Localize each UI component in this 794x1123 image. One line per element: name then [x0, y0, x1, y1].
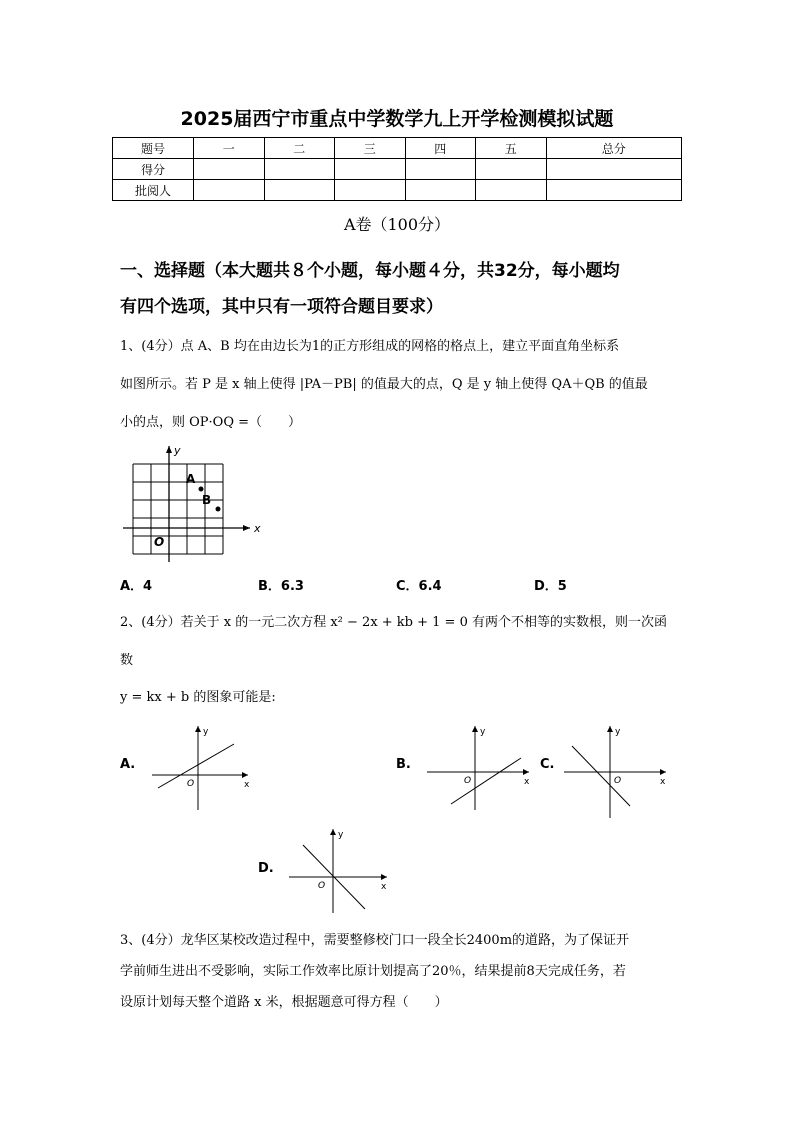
header-cell: 三 [335, 138, 406, 159]
graph-a-x: x [244, 780, 250, 790]
header-cell: 题号 [113, 138, 194, 159]
x-label: x [254, 522, 261, 535]
section-heading-line2: 有四个选项，其中只有一项符合题目要求） [120, 297, 443, 317]
score-table [112, 137, 682, 201]
empty-cell [405, 180, 476, 201]
graph-d-o: O [318, 881, 326, 891]
graph-c-o: O [614, 776, 622, 786]
q2-choice-b[interactable]: B. [396, 757, 411, 772]
q2-graph-b [425, 722, 535, 812]
graph-a-y: y [203, 727, 209, 737]
section-heading-line1: 一、选择题（本大题共８个小题，每小题４分，共32分，每小题均 [120, 261, 620, 281]
q1-choice-a[interactable]: A．4 [120, 579, 153, 594]
graph-b-o: O [464, 776, 472, 786]
empty-cell [194, 159, 265, 180]
empty-cell [405, 159, 476, 180]
empty-cell [335, 159, 406, 180]
empty-cell [476, 180, 547, 201]
q2-choice-d[interactable]: D. [258, 861, 274, 876]
graph-b-x: x [524, 777, 530, 787]
score-row [113, 159, 682, 180]
q2-line2: 数 [120, 653, 134, 668]
q1-grid-figure [118, 442, 268, 567]
point-b [216, 507, 221, 512]
q2-graph-c [562, 722, 672, 822]
row-label: 批阅人 [113, 180, 194, 201]
empty-cell [264, 180, 335, 201]
reviewer-row [113, 180, 682, 201]
empty-cell [546, 180, 682, 201]
graph-d-x: x [381, 882, 387, 892]
q3-line1: 3、(4分）龙华区某校改造过程中，需要整修校门口一段全长2400m的道路，为了保证开 [120, 933, 630, 948]
q1-line2: 如图所示。若 P 是 x 轴上使得 |PA－PB| 的值最大的点，Q 是 y 轴上使得 QA＋QB 的值最 [120, 377, 648, 392]
paper-part-label: A卷（100分） [343, 215, 451, 234]
row-label: 得分 [113, 159, 194, 180]
q1-line3: 小的点，则 OP·OQ =（ ） [120, 415, 302, 430]
q2-graph-d [285, 825, 395, 915]
empty-cell [546, 159, 682, 180]
empty-cell [476, 159, 547, 180]
y-label: y [174, 444, 181, 457]
empty-cell [194, 180, 265, 201]
q2-choice-a[interactable]: A. [120, 757, 136, 772]
q2-line1: 2、(4分）若关于 x 的一元二次方程 x² − 2x + kb + 1 = 0 有两个不相等的实数根，则一次函 [120, 615, 667, 630]
score-table-header-row [113, 138, 682, 159]
q1-line1: 1、(4分）点 A、B 均在由边长为1的正方形组成的网格的格点上，建立平面直角坐标系 [120, 339, 620, 354]
q2-line3: y = kx + b 的图象可能是: [120, 690, 276, 705]
q2-choice-c[interactable]: C. [540, 757, 555, 772]
empty-cell [264, 159, 335, 180]
empty-cell [335, 180, 406, 201]
graph-c-y: y [615, 727, 621, 737]
q2-graph-a [150, 722, 255, 812]
q1-choice-c[interactable]: C．6.4 [396, 579, 442, 594]
label-o: O [154, 535, 165, 549]
q3-line2: 学前师生进出不受影响，实际工作效率比原计划提高了20％，结果提前8天完成任务，若 [120, 964, 626, 979]
graph-d-y: y [338, 830, 344, 840]
graph-a-o: O [187, 779, 195, 789]
q1-choice-d[interactable]: D．5 [534, 579, 567, 594]
header-cell: 总分 [546, 138, 682, 159]
header-cell: 二 [264, 138, 335, 159]
header-cell: 五 [476, 138, 547, 159]
q1-choice-b[interactable]: B．6.3 [258, 579, 304, 594]
q3-line3: 设原计划每天整个道路 x 米，根据题意可得方程（ ） [120, 995, 448, 1010]
header-cell: 一 [194, 138, 265, 159]
point-a [199, 487, 204, 492]
graph-b-y: y [480, 727, 486, 737]
header-cell: 四 [405, 138, 476, 159]
label-a: A [186, 472, 196, 486]
exam-title: 2025届西宁市重点中学数学九上开学检测模拟试题 [180, 108, 614, 130]
label-b: B [202, 493, 212, 507]
graph-c-x: x [660, 777, 666, 787]
